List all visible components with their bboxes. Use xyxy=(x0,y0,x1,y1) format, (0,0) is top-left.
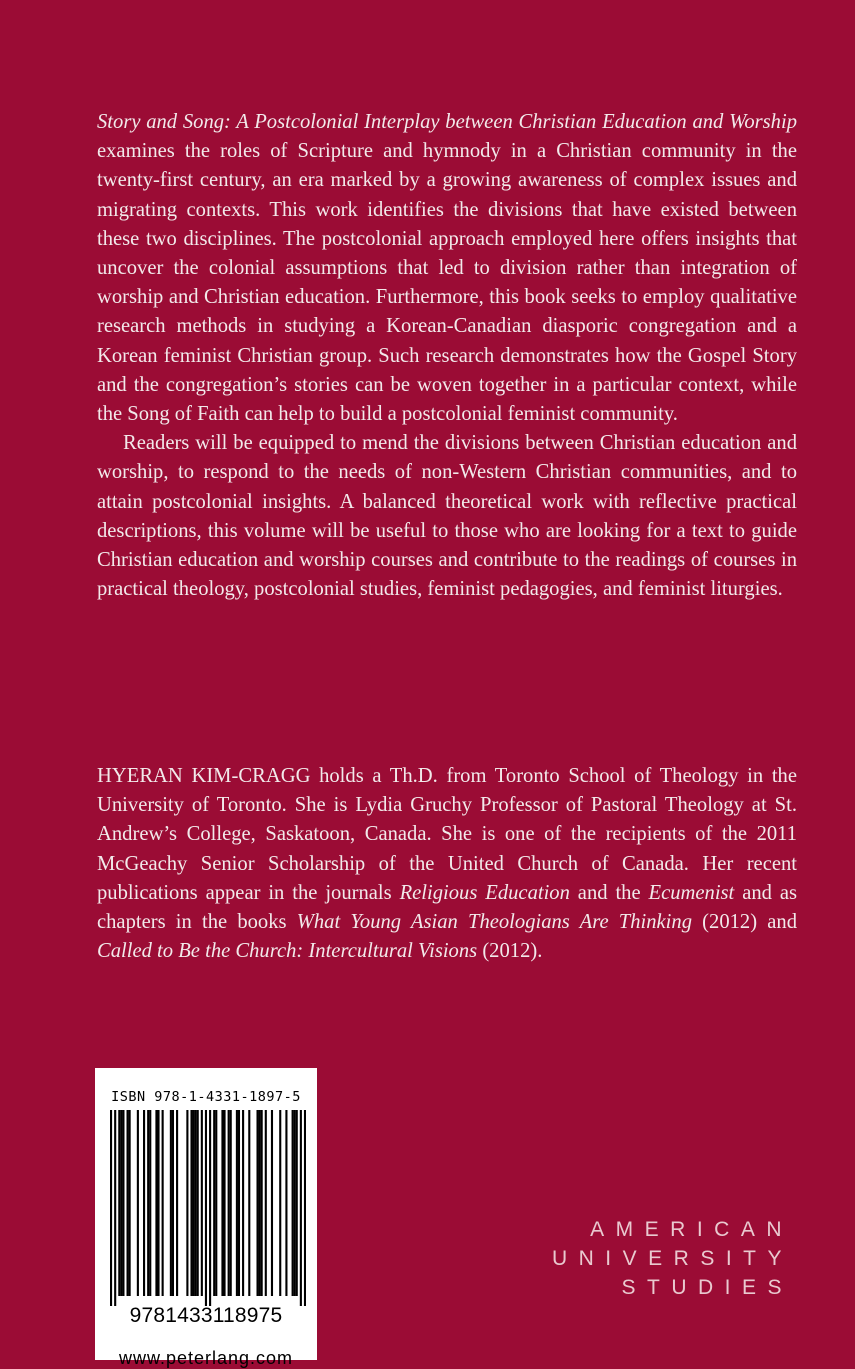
bio-text-2: and the xyxy=(569,881,649,904)
barcode-bar xyxy=(265,1110,267,1296)
barcode-bar xyxy=(195,1110,197,1296)
barcode-bar xyxy=(137,1110,139,1296)
barcode-bar xyxy=(157,1110,159,1296)
book-title: Story and Song: A Postcolonial Interplay between Christian Education and Worship xyxy=(97,111,797,133)
barcode-bar xyxy=(223,1110,225,1296)
barcode-bar xyxy=(248,1110,250,1296)
barcode-bar xyxy=(193,1110,195,1296)
barcode-bar xyxy=(201,1110,203,1296)
barcode-bar xyxy=(176,1110,178,1296)
barcode-bar xyxy=(238,1110,240,1296)
journal-title-2: Ecumenist xyxy=(648,881,735,904)
barcode-guard-bar xyxy=(114,1110,116,1306)
barcode-bar xyxy=(230,1110,232,1296)
bio-text-5: (2012). xyxy=(477,940,543,963)
barcode-bar xyxy=(127,1110,129,1296)
barcode-bar xyxy=(228,1110,230,1296)
barcode-bar xyxy=(279,1110,281,1296)
isbn-label: ISBN 978-1-4331-1897-5 xyxy=(111,1089,301,1105)
bio-text-3: and as chapters in the books xyxy=(97,881,797,934)
barcode-bar xyxy=(261,1110,263,1296)
publisher-website: www.peterlang.com xyxy=(118,1348,294,1368)
barcode-bar xyxy=(215,1110,217,1296)
barcode-digits: 9781433118975 xyxy=(129,1304,283,1327)
barcode-bar xyxy=(271,1110,273,1296)
bio-text-4: (2012) and xyxy=(692,911,797,934)
barcode-guard-bar xyxy=(209,1110,211,1306)
book-title-2: Called to Be the Church: Intercultural Visions xyxy=(97,940,478,963)
barcode-bar xyxy=(129,1110,131,1296)
series-line-3: STUDIES xyxy=(621,1276,793,1299)
series-name xyxy=(493,1215,793,1302)
barcode-bar xyxy=(147,1110,149,1296)
barcode-guard-bar xyxy=(110,1110,112,1306)
barcode-bar xyxy=(143,1110,145,1296)
barcode-bar xyxy=(155,1110,157,1296)
series-line-2: UNIVERSITY xyxy=(551,1247,793,1270)
book-description xyxy=(97,108,797,604)
barcode-bar xyxy=(162,1110,164,1296)
barcode-bar xyxy=(197,1110,199,1296)
description-paragraph-2: Readers will be equipped to mend the divisions between Christian education and worship, to respond to the needs of non-Western Christian communities, and to attain postcolonial insights. A balanced theoretical work with reflective practical descriptions, this volume will be useful to those who are looking for a text to guide Christian education and worship courses and contribute to the readings of courses in practical theology, postcolonial studies, feminist pedagogies, and feminist liturgies. xyxy=(97,432,797,601)
barcode-bar xyxy=(221,1110,223,1296)
barcode-bars xyxy=(110,1110,306,1306)
barcode-bar xyxy=(294,1110,296,1296)
barcode-bar xyxy=(172,1110,174,1296)
series-line-1: AMERICAN xyxy=(590,1218,793,1241)
barcode-guard-bar xyxy=(300,1110,302,1306)
author-bio xyxy=(97,762,797,966)
journal-title-1: Religious Education xyxy=(399,881,570,904)
barcode-bar xyxy=(170,1110,172,1296)
barcode-bar xyxy=(236,1110,238,1296)
barcode-guard-bar xyxy=(304,1110,306,1306)
barcode-bar xyxy=(256,1110,258,1296)
barcode-bar xyxy=(213,1110,215,1296)
barcode-bar xyxy=(190,1110,192,1296)
barcode-bar xyxy=(186,1110,188,1296)
barcode-bar xyxy=(259,1110,261,1296)
author-bio-paragraph xyxy=(97,762,797,966)
barcode-bar xyxy=(296,1110,298,1296)
barcode-bar xyxy=(118,1110,120,1296)
description-text-1: examines the roles of Scripture and hymnody in a Christian community in the twenty-first century, an era marked by a growing awareness of complex issues and migrating contexts. This work identifies the divisions that have existed between these two disciplines. The postcolonial approach employed here offers insights that uncover the colonial assumptions that led to division rather than integration of worship and Christian education. Furthermore, this book seeks to employ qualitative research methods in studying a Korean-Canadian diasporic congregation and a Korean feminist Christian group. Such research demonstrates how the Gospel Story and the congregation’s stories can be woven together in a particular context, while the Song of Faith can help to build a postcolonial feminist community. xyxy=(97,140,797,426)
barcode-bar xyxy=(285,1110,287,1296)
barcode-bar xyxy=(242,1110,244,1296)
description-paragraph-1 xyxy=(97,108,797,429)
barcode-bar xyxy=(292,1110,294,1296)
book-title-1: What Young Asian Theologians Are Thinking xyxy=(296,911,692,934)
barcode-bar xyxy=(120,1110,122,1296)
barcode-bar xyxy=(149,1110,151,1296)
barcode-panel xyxy=(95,1068,317,1368)
barcode-guard-bar xyxy=(205,1110,207,1306)
barcode-bar xyxy=(122,1110,124,1296)
bio-text-1: HYERAN KIM-CRAGG holds a Th.D. from Toronto School of Theology in the University of Toronto. She is Lydia Gruchy Professor of Pastoral Theology at St. Andrew’s College, Saskatoon, Canada. She is one of the recipients of the 2011 McGeachy Senior Scholarship of the United Church of Canada. Her recent publications appear in the journals xyxy=(97,765,797,904)
